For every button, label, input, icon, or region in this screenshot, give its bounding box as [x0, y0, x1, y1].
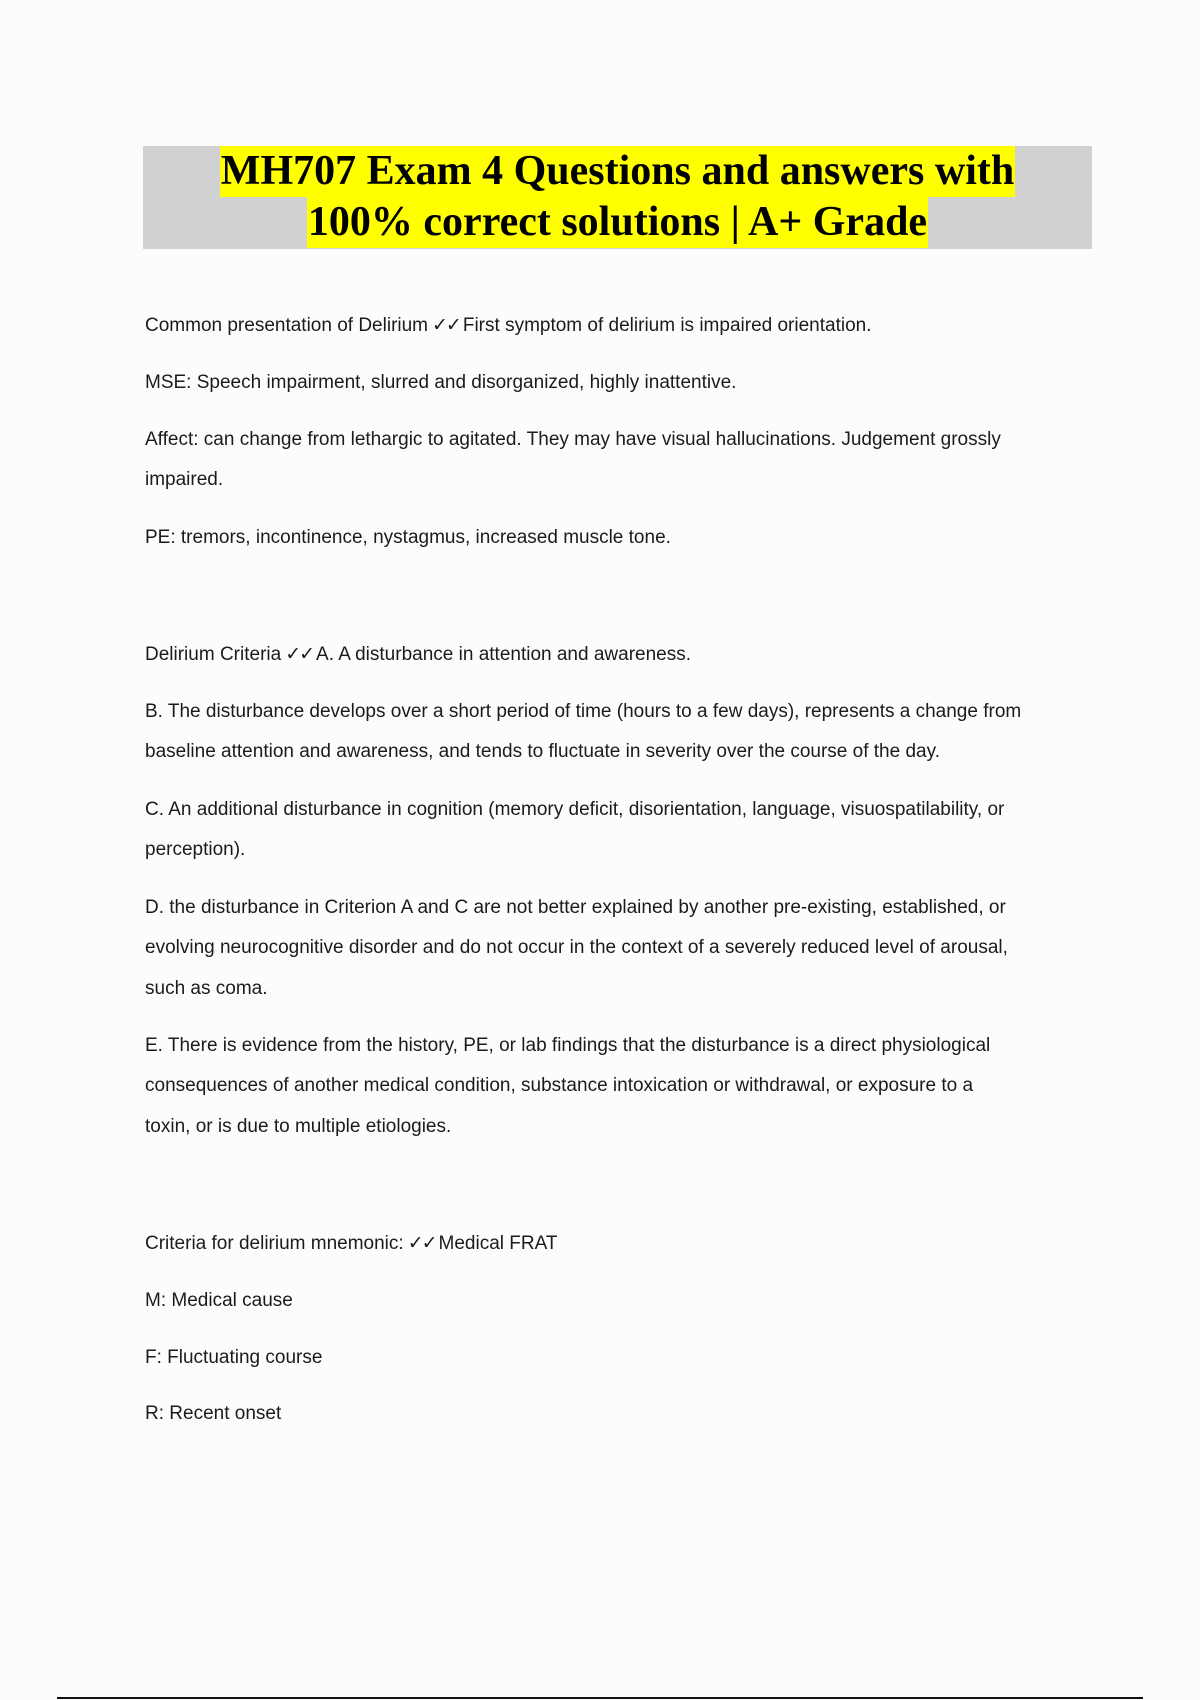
answer-text: Medical FRAT	[438, 1233, 558, 1254]
title-line-1: MH707 Exam 4 Questions and answers with	[220, 146, 1015, 197]
title-line-2: 100% correct solutions | A+ Grade	[307, 197, 928, 248]
double-check-icon: ✓✓	[285, 643, 314, 665]
answer-line: baseline attention and awareness, and tends to fluctuate in severity over the course of the day.	[145, 741, 940, 762]
answer-line: E. There is evidence from the history, PE, or lab findings that the disturbance is a direct physiological	[145, 1035, 991, 1056]
answer-line: perception).	[145, 839, 246, 860]
document-title	[143, 146, 1092, 249]
answer-line: consequences of another medical condition, substance intoxication or withdrawal, or exposure to a	[145, 1075, 974, 1096]
answer-line: B. The disturbance develops over a short period of time (hours to a few days), represents a change from	[145, 701, 1022, 722]
answer-line: Affect: can change from lethargic to agitated. They may have visual hallucinations. Judgement grossly	[145, 429, 1001, 450]
mnemonic-item-f: F: Fluctuating course	[145, 1347, 323, 1368]
page-bottom-divider	[57, 1697, 1143, 1699]
answer-line: evolving neurocognitive disorder and do not occur in the context of a severely reduced level of arousal,	[145, 937, 1008, 958]
answer-line: toxin, or is due to multiple etiologies.	[145, 1116, 452, 1137]
question-delirium-mnemonic	[145, 1223, 1095, 1264]
question-delirium-presentation	[145, 305, 1095, 346]
answer-line: MSE: Speech impairment, slurred and disorganized, highly inattentive.	[145, 372, 737, 393]
question-delirium-criteria	[145, 634, 1095, 675]
answer-line: D. the disturbance in Criterion A and C are not better explained by another pre-existing, established, or	[145, 897, 1006, 918]
double-check-icon: ✓✓	[407, 1232, 436, 1254]
answer-text: A. A disturbance in attention and awareness.	[316, 644, 692, 665]
double-check-icon: ✓✓	[432, 314, 460, 336]
question-text: Common presentation of Delirium	[145, 315, 429, 336]
answer-line: C. An additional disturbance in cognition (memory deficit, disorientation, language, visuospatilability, or	[145, 799, 1005, 820]
question-text: Criteria for delirium mnemonic:	[145, 1233, 404, 1254]
answer-line: PE: tremors, incontinence, nystagmus, increased muscle tone.	[145, 527, 671, 548]
answer-line: such as coma.	[145, 978, 268, 999]
mnemonic-item-m: M: Medical cause	[145, 1290, 293, 1311]
answer-text: First symptom of delirium is impaired orientation.	[462, 315, 872, 336]
question-text: Delirium Criteria	[145, 644, 282, 665]
mnemonic-item-r: R: Recent onset	[145, 1403, 282, 1424]
answer-line: impaired.	[145, 469, 224, 490]
